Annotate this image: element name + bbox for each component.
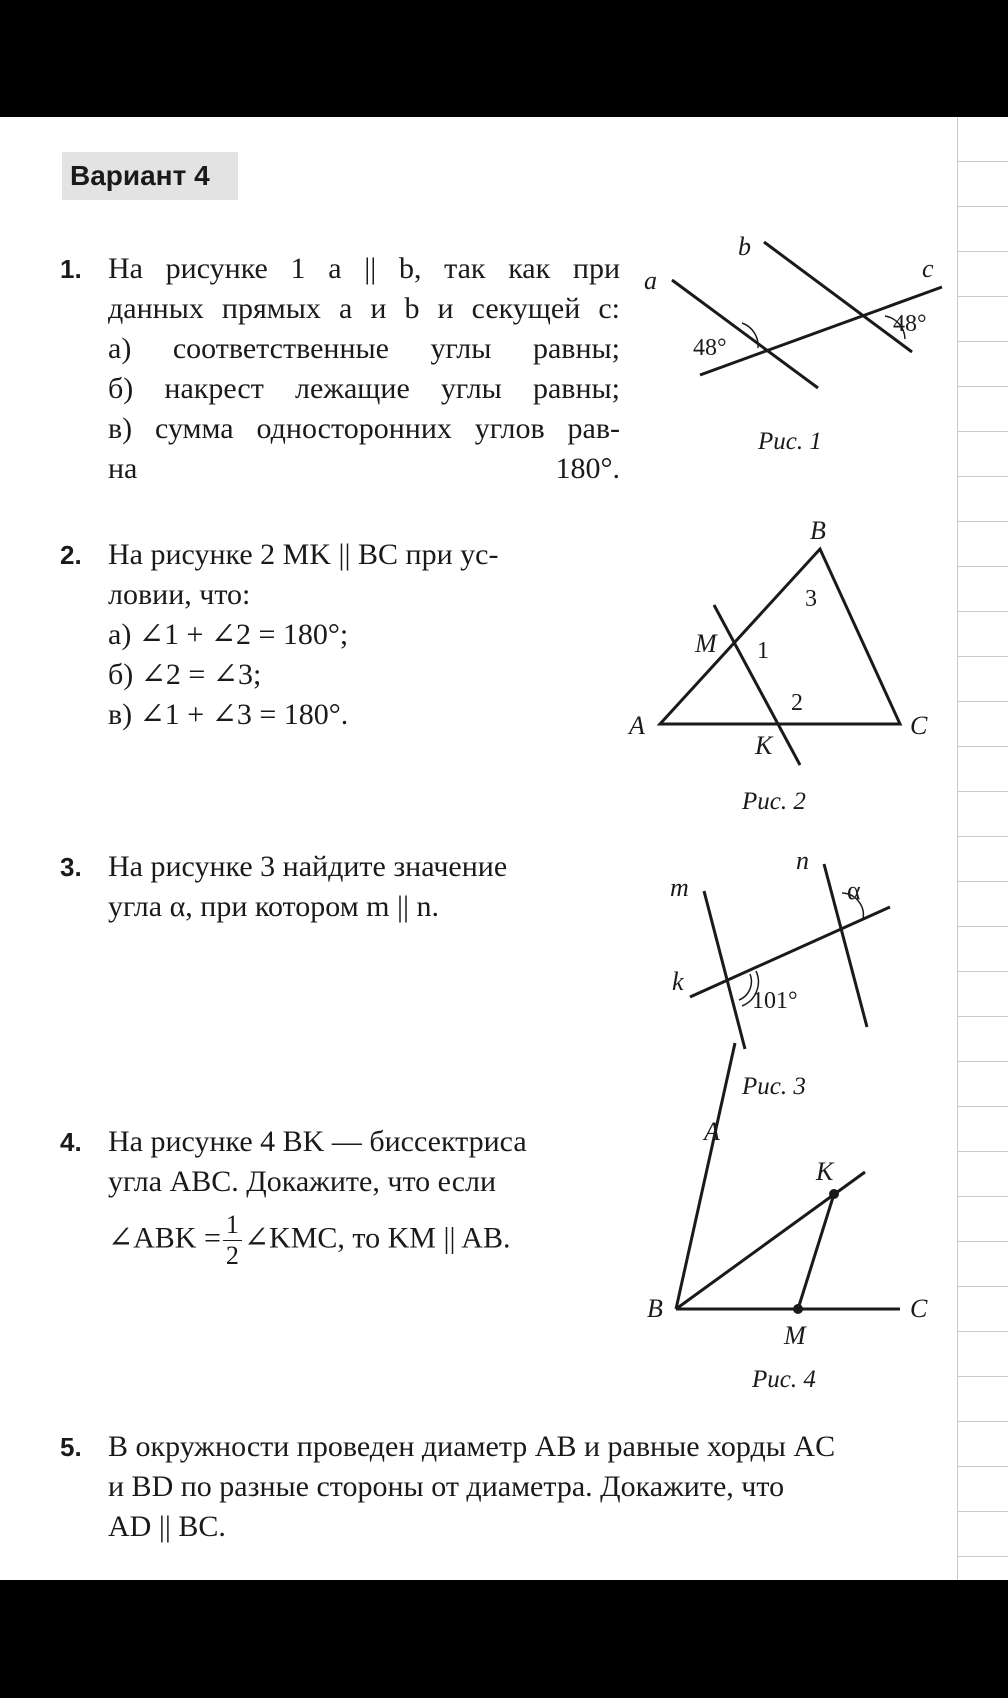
label-m: m bbox=[670, 873, 689, 902]
variant-title: Вариант 4 bbox=[62, 152, 238, 200]
label-a: a bbox=[644, 266, 657, 295]
task-text-line: ловии, что: bbox=[108, 578, 251, 611]
task-text-line: в) сумма односторонних углов рав- bbox=[108, 412, 620, 445]
label-alpha: α bbox=[847, 876, 861, 905]
formula-right: ∠KMC, то KM || AB. bbox=[243, 1221, 511, 1255]
task-text-line: угла α, при котором m || n. bbox=[108, 890, 440, 923]
task-text-line: На рисунке 1 a || b, так как при bbox=[108, 252, 620, 285]
label-A: A bbox=[629, 711, 645, 740]
label-C: C bbox=[910, 1294, 928, 1323]
task-text-line: На рисунке 3 найдите значение bbox=[108, 850, 508, 883]
figure-caption: Рис. 1 bbox=[758, 428, 822, 455]
figure-caption: Рис. 4 bbox=[752, 1366, 816, 1393]
label-B: B bbox=[810, 516, 826, 545]
task-text-line: В окружности проведен диаметр AB и равные хорды AC bbox=[108, 1430, 836, 1463]
angle-arc-1 bbox=[742, 323, 758, 348]
task-text-line: угла ABC. Докажите, что если bbox=[108, 1165, 497, 1198]
point-k bbox=[829, 1189, 839, 1199]
worksheet-page bbox=[0, 117, 1008, 1580]
label-c: c bbox=[922, 254, 934, 283]
label-A: A bbox=[704, 1117, 720, 1146]
task-text-line: б) накрест лежащие углы равны; bbox=[108, 372, 620, 405]
label-n: n bbox=[796, 846, 809, 875]
task-text-line: и BD по разные стороны от диаметра. Докажите, что bbox=[108, 1470, 785, 1503]
fraction-numerator: 1 bbox=[223, 1210, 242, 1241]
task-text-line: а) соответственные углы равны; bbox=[108, 332, 620, 365]
label-K: K bbox=[755, 731, 773, 760]
label-M: M bbox=[784, 1321, 806, 1350]
angle-number-2: 2 bbox=[791, 690, 803, 716]
segment-km bbox=[798, 1194, 834, 1309]
point-m bbox=[793, 1304, 803, 1314]
label-K: K bbox=[816, 1157, 834, 1186]
task-number: 3. bbox=[60, 852, 82, 882]
ray-ba bbox=[676, 1043, 735, 1309]
figure-caption: Рис. 2 bbox=[742, 788, 806, 815]
task-text-line: а) ∠1 + ∠2 = 180°; bbox=[108, 618, 349, 651]
label-M: M bbox=[695, 629, 717, 658]
fraction-denominator: 2 bbox=[225, 1241, 239, 1270]
line-a bbox=[672, 280, 818, 388]
task-number: 1. bbox=[60, 254, 82, 284]
figures-layer bbox=[0, 117, 1008, 1580]
angle-value-2: 48° bbox=[893, 311, 927, 337]
line-b bbox=[764, 242, 912, 352]
task-text-line: в) ∠1 + ∠3 = 180°. bbox=[108, 698, 349, 731]
task-text-line: на 180°. bbox=[108, 452, 620, 485]
task-text-line: На рисунке 4 BK — биссектриса bbox=[108, 1125, 527, 1158]
angle-value: 101° bbox=[752, 988, 798, 1014]
angle-value-1: 48° bbox=[693, 335, 727, 361]
formula-left: ∠ABK = bbox=[108, 1221, 221, 1255]
angle-number-3: 3 bbox=[805, 586, 817, 612]
label-B: B bbox=[647, 1294, 663, 1323]
task-number: 2. bbox=[60, 540, 82, 570]
task-number: 4. bbox=[60, 1127, 82, 1157]
angle-arc-inner bbox=[739, 974, 751, 1000]
label-k: k bbox=[672, 967, 684, 996]
task-number: 5. bbox=[60, 1432, 82, 1462]
angle-number-1: 1 bbox=[757, 638, 769, 664]
label-C: C bbox=[910, 711, 928, 740]
task-text-line: б) ∠2 = ∠3; bbox=[108, 658, 262, 691]
line-m bbox=[704, 891, 745, 1049]
task-text-line: AD || BC. bbox=[108, 1510, 226, 1543]
label-b: b bbox=[738, 232, 751, 261]
task-text-line: данных прямых a и b и секущей c: bbox=[108, 292, 620, 325]
task-text-line: На рисунке 2 MK || BC при ус- bbox=[108, 538, 499, 571]
figure-caption: Рис. 3 bbox=[742, 1073, 806, 1100]
